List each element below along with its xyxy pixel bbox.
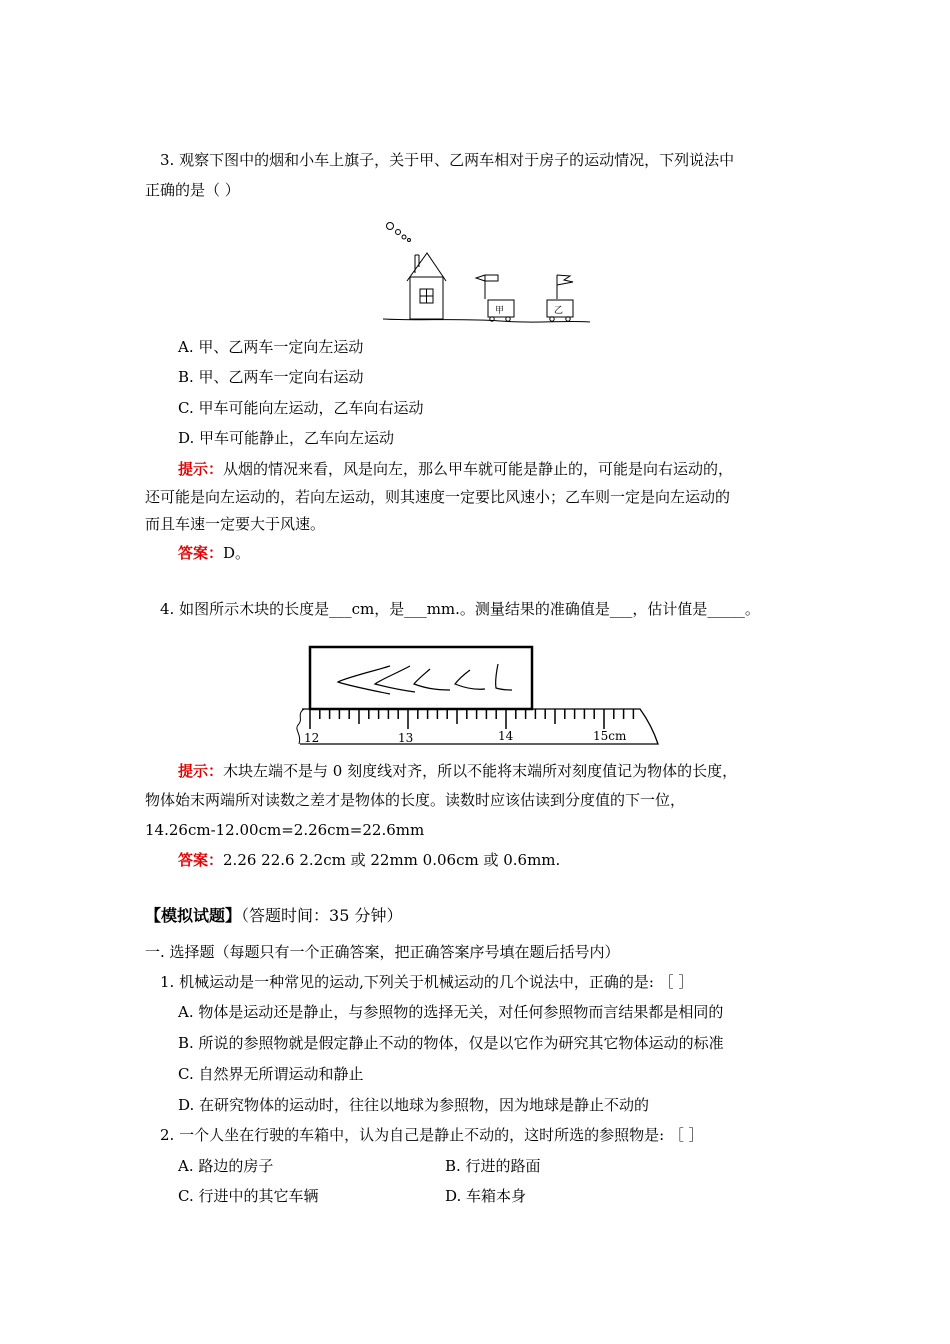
mock-q2-stem: 2. 一个人坐在行驶的车箱中，认为自己是静止不动的，这时所选的参照物是: ［ ］ [160,1126,704,1144]
smoke-circle [387,223,394,230]
ruler-label-13: 13 [398,731,414,745]
mock-section1: 一. 选择题（每题只有一个正确答案，把正确答案序号填在题后括号内） [145,943,620,961]
mock-time: （答题时间：35 分钟） [241,906,403,925]
mock-q1-option-d: D. 在研究物体的运动时，往往以地球为参照物，因为地球是静止不动的 [178,1096,650,1114]
q3-stem-line2: 正确的是（ ） [145,181,240,199]
mock-q2-option-a: A. 路边的房子 [178,1157,274,1175]
ruler-break [297,709,304,744]
car-jia-label: 甲 [495,306,505,316]
q4-stem: 4. 如图所示木块的长度是___cm，是___mm.。测量结果的准确值是___，估计值是_____。 [160,600,760,618]
wood-grain [338,664,512,694]
car-yi-label: 乙 [554,306,564,316]
q3-answer-text: D。 [223,544,251,562]
q3-option-c: C. 甲车可能向左运动，乙车向右运动 [178,399,424,417]
q3-hint-text1: 从烟的情况来看，风是向左，那么甲车就可能是静止的，可能是向右运动的， [223,460,734,478]
q4-answer-label: 答案： [178,851,224,869]
q3-answer-label: 答案： [178,544,224,562]
ruler-ticks [310,709,633,729]
q3-answer-line [178,543,250,563]
q4-hint-line1 [178,761,737,781]
q4-hint-line2: 物体始末两端所对读数之差才是物体的长度。读数时应该估读到分度值的下一位， [145,791,686,809]
ruler-label-15cm: 15cm [593,729,627,743]
q4-hint-line3: 14.26cm-12.00cm=2.26cm=22.6mm [145,821,425,839]
q3-figure [380,215,595,327]
wood-block [310,647,532,709]
q3-hint-line3: 而且车速一定要大于风速。 [145,515,326,533]
mock-title: 【模拟试题】 [145,906,242,925]
smoke-circle [408,239,411,242]
smoke-circle [402,235,406,239]
q3-hint-label: 提示： [178,460,224,478]
q4-hint-text1: 木块左端不是与 0 刻度线对齐，所以不能将末端所对刻度值记为物体的长度， [223,762,738,780]
q3-hint-line2: 还可能是向左运动的，若向左运动，则其速度一定要比风速小；乙车则一定是向左运动的 [145,488,731,506]
q4-answer-line [178,850,560,870]
ruler-label-14: 14 [498,729,514,743]
q4-hint-label: 提示： [178,762,224,780]
q3-option-a: A. 甲、乙两车一定向左运动 [178,338,364,356]
q4-answer-text: 2.26 22.6 2.2cm 或 22mm 0.06cm 或 0.6mm. [223,851,561,869]
mock-q2-option-b: B. 行进的路面 [445,1157,541,1175]
q4-ruler-figure [290,642,665,752]
smoke-circle [396,230,401,235]
ruler-label-12: 12 [304,731,320,745]
q3-hint-line1 [178,459,733,479]
mock-q1-option-c: C. 自然界无所谓运动和静止 [178,1065,364,1083]
mock-q2-option-d: D. 车箱本身 [445,1187,527,1205]
mock-q1-option-b: B. 所说的参照物就是假定静止不动的物体，仅是以它作为研究其它物体运动的标准 [178,1034,724,1052]
ground-line [383,319,590,322]
mock-q1-stem: 1. 机械运动是一种常见的运动,下列关于机械运动的几个说法中，正确的是: ［ ］ [160,973,694,991]
house [407,253,446,319]
mock-q2-option-c: C. 行进中的其它车辆 [178,1187,319,1205]
mock-title-line [145,906,402,926]
q3-stem-line1: 3. 观察下图中的烟和小车上旗子，关于甲、乙两车相对于房子的运动情况，下列说法中 [160,151,735,169]
q3-option-b: B. 甲、乙两车一定向右运动 [178,368,364,386]
q3-option-d: D. 甲车可能静止，乙车向左运动 [178,429,395,447]
mock-q1-option-a: A. 物体是运动还是静止，与参照物的选择无关，对任何参照物而言结果都是相同的 [178,1003,724,1021]
